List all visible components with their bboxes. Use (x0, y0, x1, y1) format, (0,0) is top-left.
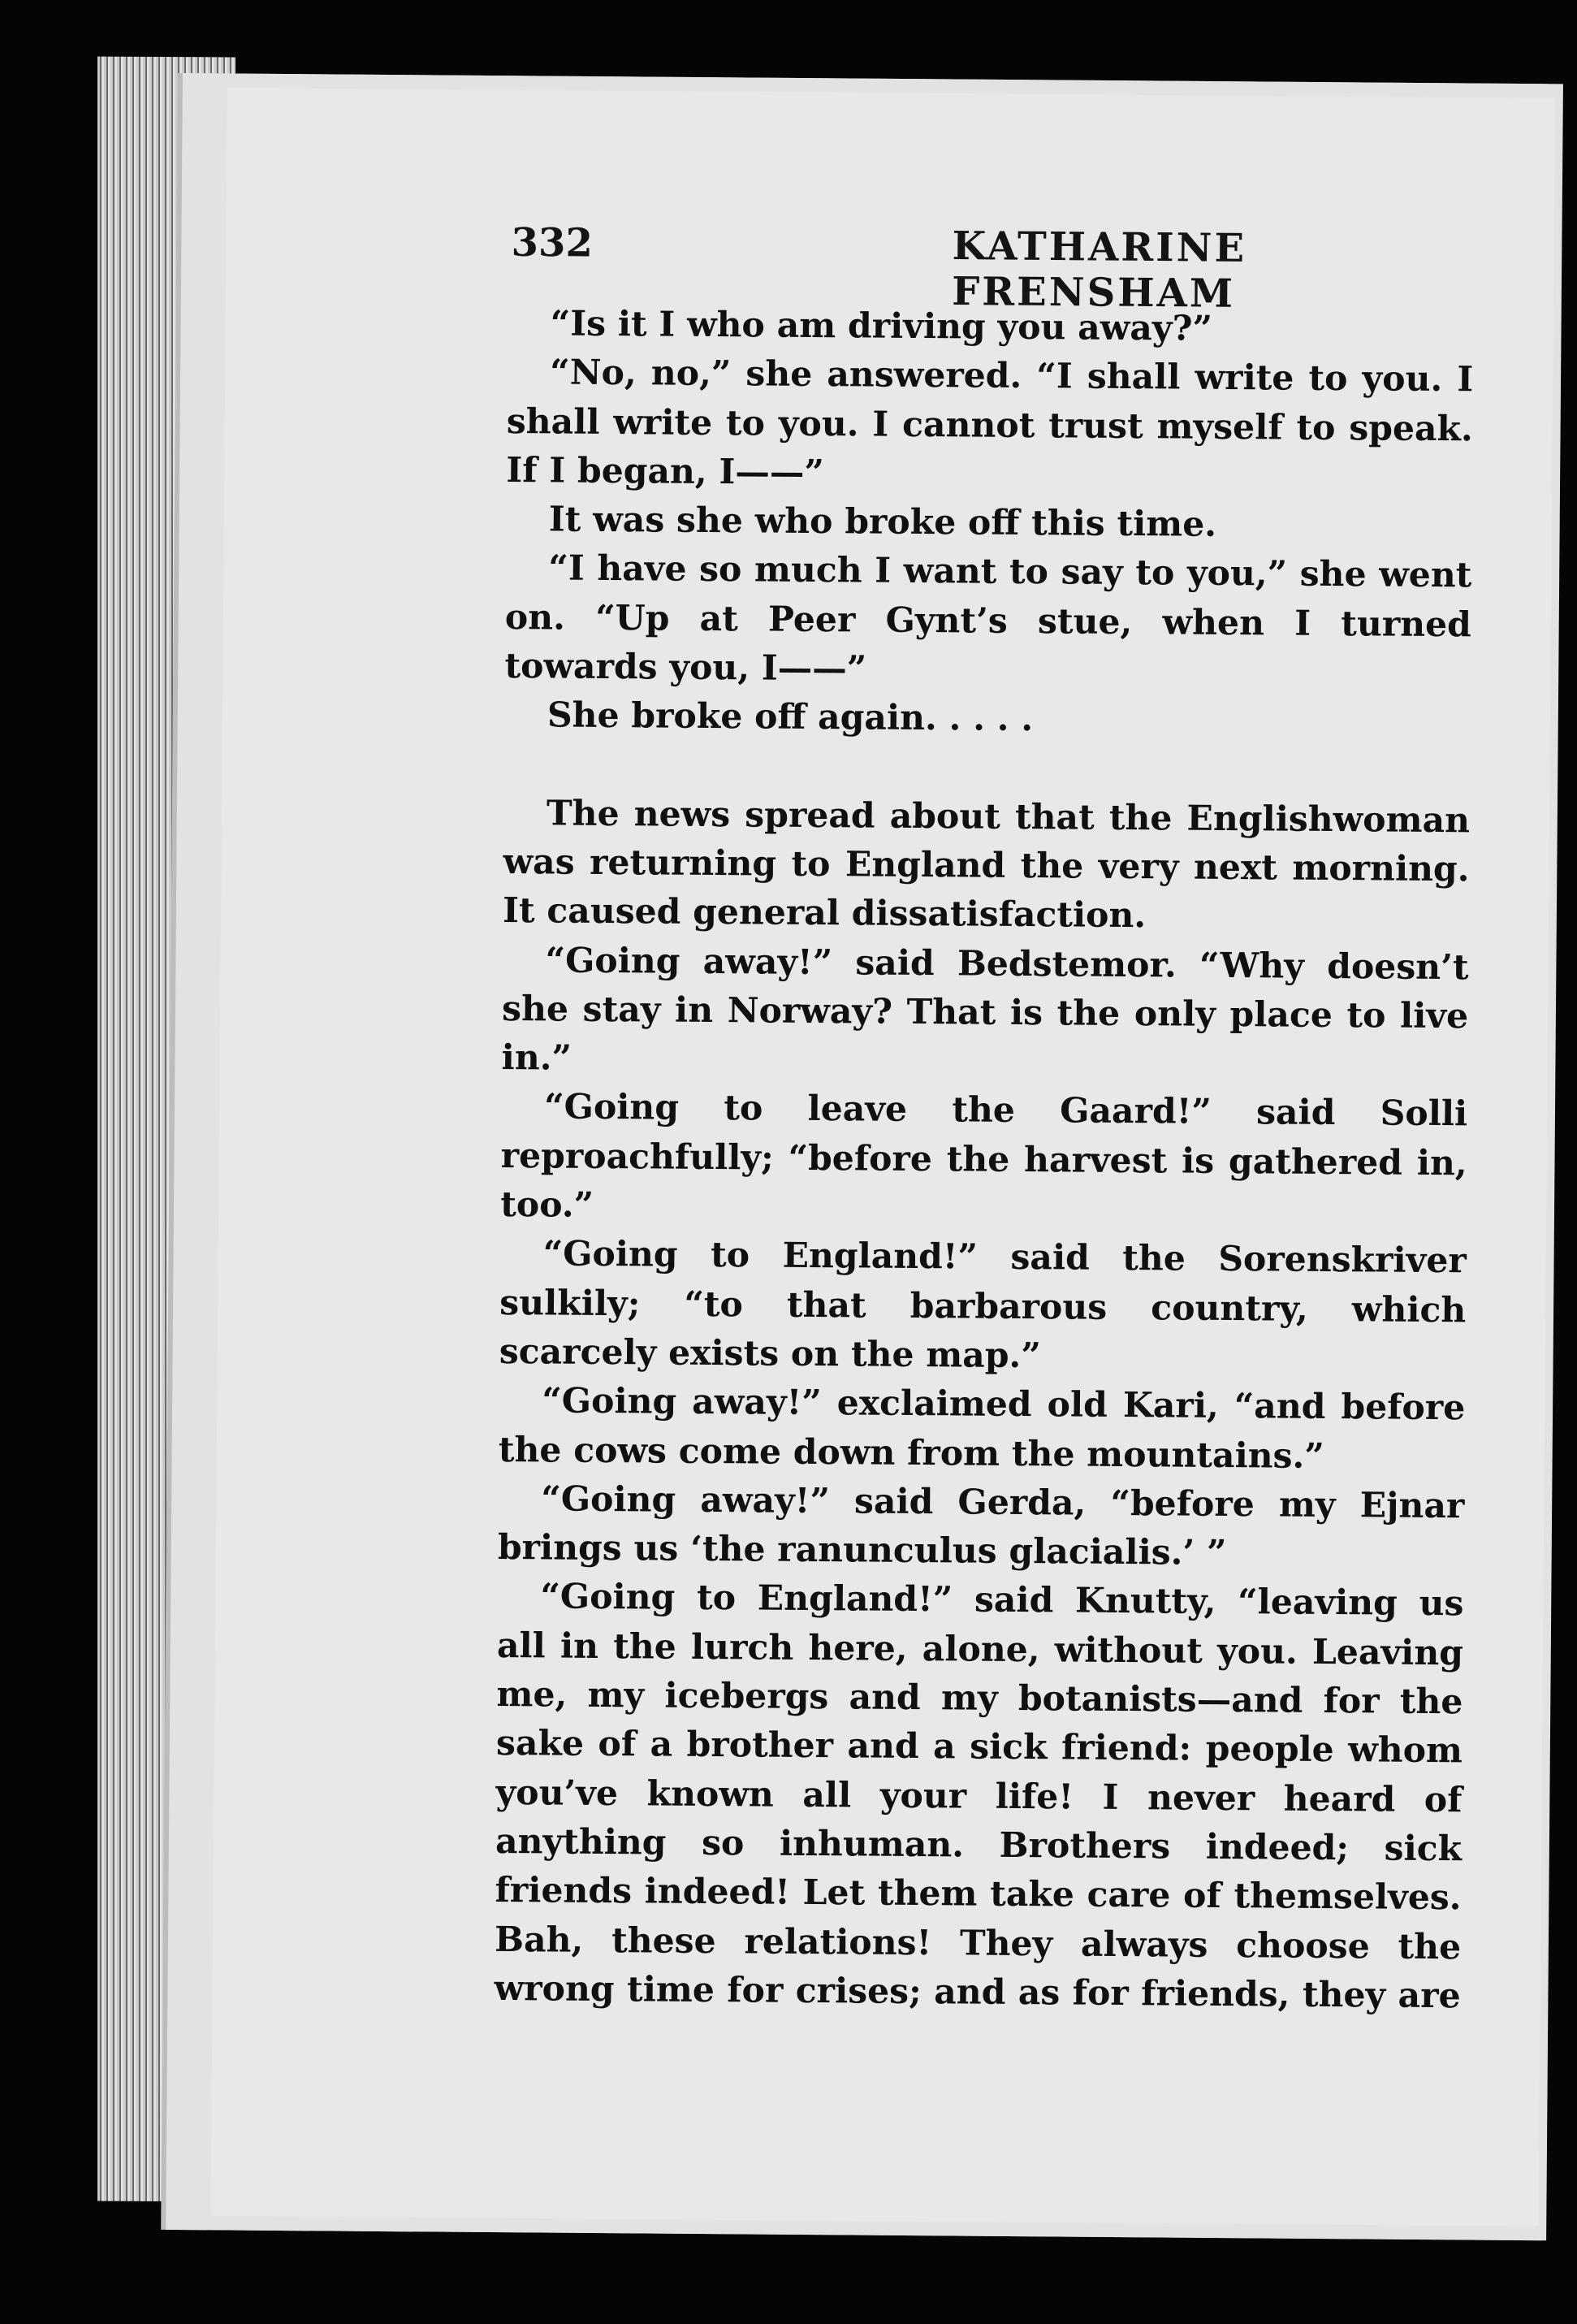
page-number: 332 (511, 219, 594, 266)
paragraph: She broke off again. . . . . (547, 695, 1034, 740)
paragraph: “No, no,” she answered. “I shall write to you. I shall write to you. I cannot trust myself to speak. If I began, I——” (506, 352, 1474, 493)
paragraph: “Going away!” said Bedstemor. “Why doesn’t she stay in Norway? That is the only place to live in.” (501, 939, 1469, 1079)
paragraph: The news spread about that the Englishwoman was returning to England the very next morning. It caused general dissatisfaction. (502, 793, 1471, 937)
body-text (494, 299, 1474, 2020)
page-header (511, 219, 1486, 317)
paragraph: “Going to leave the Gaard!” said Solli reproachfully; “before the harvest is gathered in, too.” (500, 1086, 1468, 1226)
paragraph: “Going away!” exclaimed old Kari, “and before the cows come down from the mountains.” (498, 1380, 1466, 1477)
paragraph: “Going away!” said Gerda, “before my Ejnar brings us ‘the ranunculus glacialis.’ ” (497, 1478, 1465, 1574)
paragraph: “Is it I who am driving you away?” (550, 303, 1213, 349)
section-break (503, 740, 1470, 796)
paragraph: It was she who broke off this time. (548, 499, 1217, 546)
paragraph: “I have so much I want to say to you,” she went on. “Up at Peer Gynt’s stue, when I turned towards you, I——” (504, 547, 1472, 690)
paragraph: “Going to England!” said Knutty, “leaving us all in the lurch here, alone, without you. Leaving me, my icebergs and my botanists—and for the sake of a brother and a sick friend: people whom you’ve known all your life! I never heard of anything so inhuman. Brothers indeed; sick friends indeed! Let them take care of themselves. Bah, these relations! They always choose the wrong time for crises; and as for friends, they are (494, 1576, 1464, 2017)
running-title: KATHARINE FRENSHAM (951, 223, 1247, 317)
paragraph: “Going to England!” said the Sorenskriver sulkily; “to that barbarous country, which scarcely exists on the map.” (499, 1233, 1467, 1377)
